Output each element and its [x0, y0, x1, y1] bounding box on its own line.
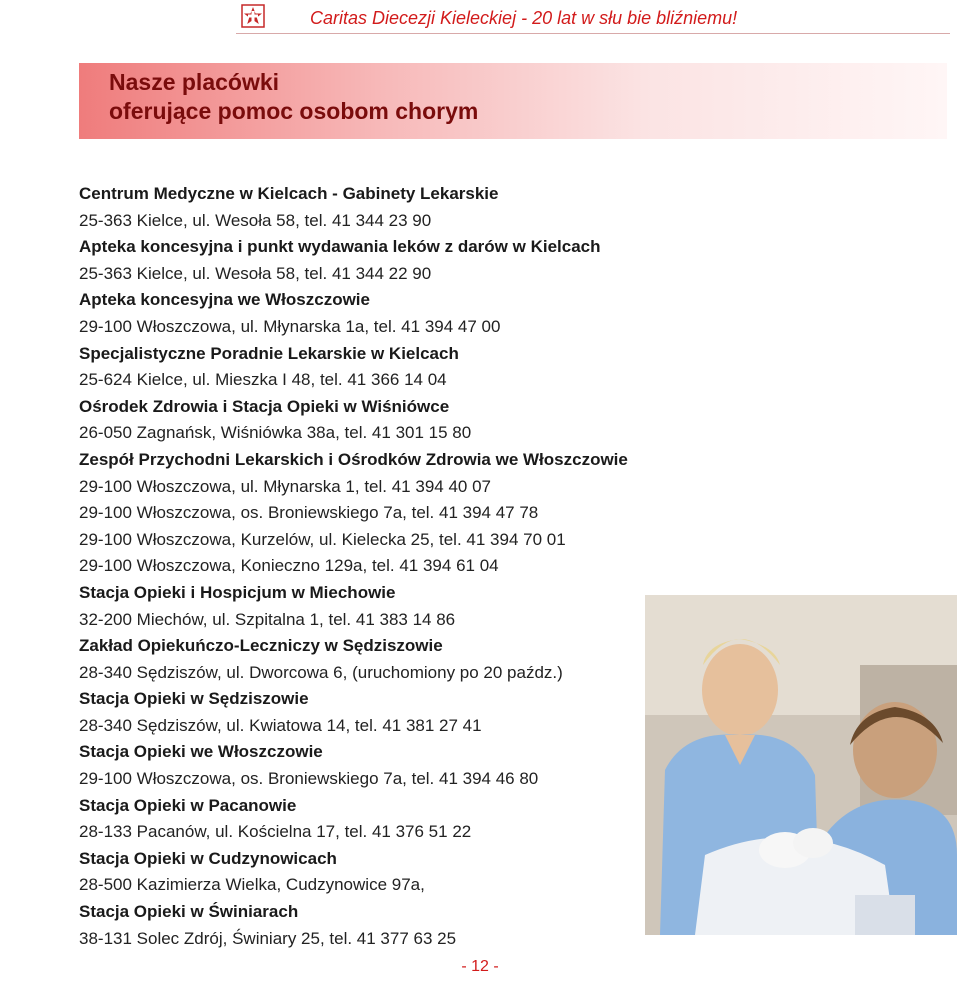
facility-address: 32-200 Miechów, ul. Szpitalna 1, tel. 41 383 14 86: [79, 609, 456, 629]
section-title: [109, 68, 478, 126]
facility-name: Zespół Przychodni Lekarskich i Ośrodków Zdrowia we Włoszczowie: [79, 449, 628, 469]
facility-name: Zakład Opiekuńczo-Leczniczy w Sędziszowie: [79, 636, 443, 656]
facility-address: 25-624 Kielce, ul. Mieszka I 48, tel. 41 366 14 04: [79, 370, 447, 390]
facility-name: Apteka koncesyjna we Włoszczowie: [79, 290, 370, 310]
section-title-line-1: Nasze placówki: [109, 69, 280, 95]
nurses-photo: [645, 595, 957, 935]
facility-name: Apteka koncesyjna i punkt wydawania leków z darów w Kielcach: [79, 237, 601, 257]
facility-address: 28-133 Pacanów, ul. Kościelna 17, tel. 41 376 51 22: [79, 822, 472, 842]
page-number: - 12 -: [461, 958, 499, 975]
facility-address: 28-340 Sędziszów, ul. Dworcowa 6, (uruchomiony po 20 paźdz.): [79, 662, 563, 682]
facility-address: 28-500 Kazimierza Wielka, Cudzynowice 97a,: [79, 875, 425, 895]
facility-name: Ośrodek Zdrowia i Stacja Opieki w Wiśniówce: [79, 396, 450, 416]
facility-address: 38-131 Solec Zdrój, Świniary 25, tel. 41 377 63 25: [79, 928, 457, 948]
facility-name: Stacja Opieki i Hospicjum w Miechowie: [79, 582, 396, 602]
facility-address: 29-100 Włoszczowa, os. Broniewskiego 7a, tel. 41 394 47 78: [79, 503, 539, 523]
caritas-logo-icon: [241, 4, 265, 28]
facility-address: 25-363 Kielce, ul. Wesoła 58, tel. 41 344 23 90: [79, 210, 432, 230]
facility-address: 29-100 Włoszczowa, ul. Młynarska 1, tel. 41 394 40 07: [79, 476, 491, 496]
facility-address: 28-340 Sędziszów, ul. Kwiatowa 14, tel. 41 381 27 41: [79, 715, 482, 735]
section-title-line-2: oferujące pomoc osobom chorym: [109, 98, 479, 124]
facility-name: Stacja Opieki w Sędziszowie: [79, 689, 309, 709]
facility-name: Centrum Medyczne w Kielcach - Gabinety Lekarskie: [79, 184, 499, 203]
facility-name: Stacja Opieki w Świniarach: [79, 902, 299, 922]
facility-address: 29-100 Włoszczowa, ul. Młynarska 1a, tel. 41 394 47 00: [79, 316, 501, 336]
header-title: Caritas Diecezji Kieleckiej - 20 lat w słu bie bliźniemu!: [310, 8, 738, 28]
facility-name: Stacja Opieki w Pacanowie: [79, 795, 297, 815]
facility-address: 29-100 Włoszczowa, Konieczno 129a, tel. 41 394 61 04: [79, 556, 499, 576]
facility-address: 26-050 Zagnańsk, Wiśniówka 38a, tel. 41 301 15 80: [79, 423, 472, 443]
facility-address: 29-100 Włoszczowa, os. Broniewskiego 7a, tel. 41 394 46 80: [79, 769, 539, 789]
header-divider: [236, 33, 950, 34]
facility-name: Stacja Opieki we Włoszczowie: [79, 742, 323, 762]
facility-address: 29-100 Włoszczowa, Kurzelów, ul. Kielecka 25, tel. 41 394 70 01: [79, 529, 566, 549]
facility-address: 25-363 Kielce, ul. Wesoła 58, tel. 41 344 22 90: [79, 263, 432, 283]
facility-name: Stacja Opieki w Cudzynowicach: [79, 848, 337, 868]
facility-name: Specjalistyczne Poradnie Lekarskie w Kielcach: [79, 343, 459, 363]
